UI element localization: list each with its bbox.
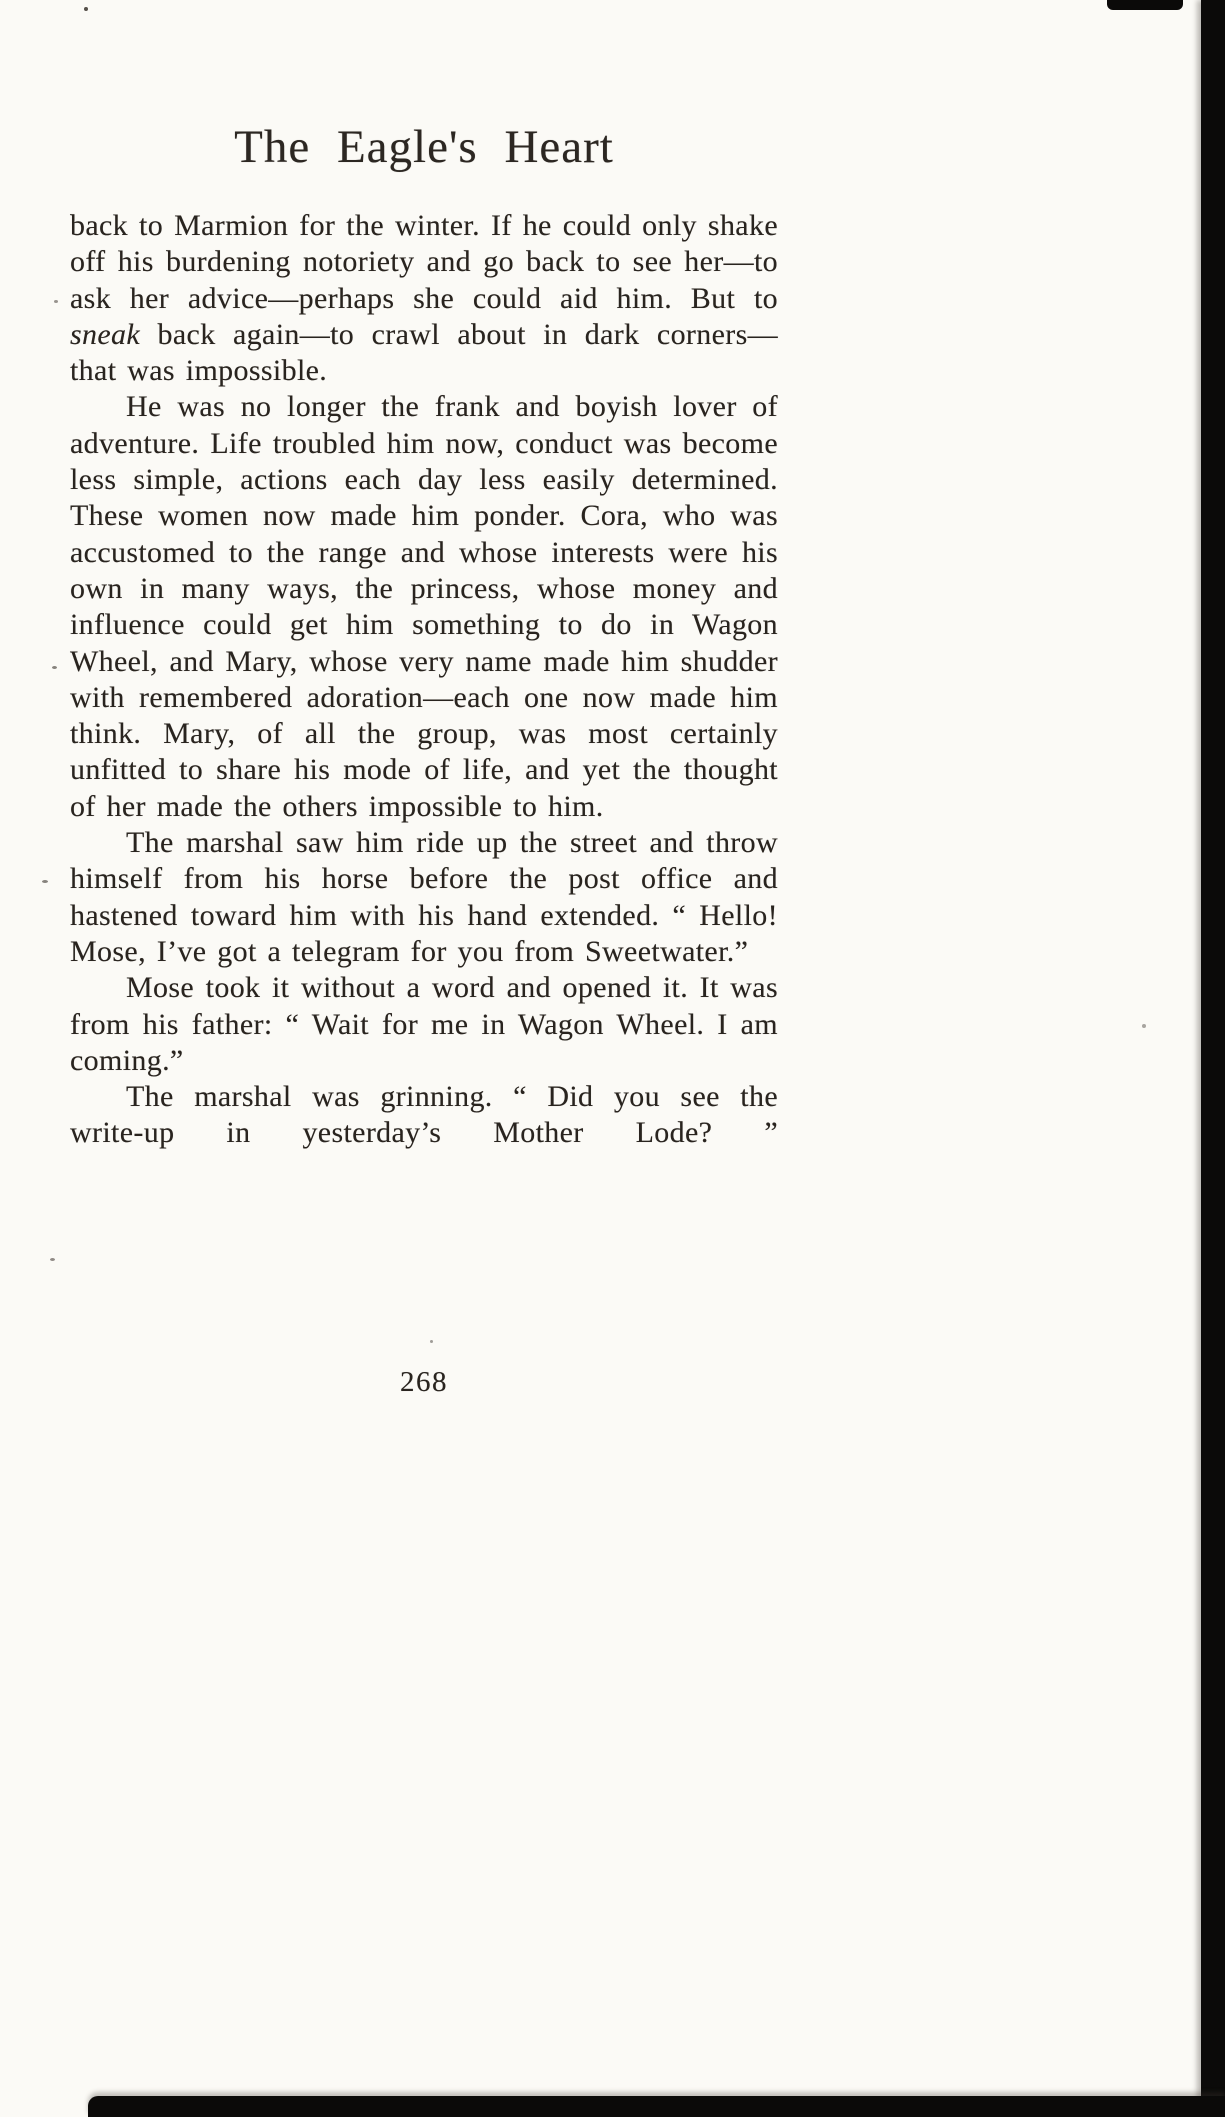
scan-speck <box>52 666 57 669</box>
page-title: The Eagle's Heart <box>234 121 614 173</box>
scan-edge-right <box>1201 0 1225 2117</box>
paragraph-1-text-continued: back again—to crawl about in dark corners—that was impossible. <box>70 317 778 388</box>
scan-speck <box>50 1258 55 1261</box>
paragraph-4-text: Mose took it without a word and opened it. It was from his father: “ Wait for me in Wagon Wheel. I am coming.” <box>70 971 778 1077</box>
scan-speck <box>42 880 48 883</box>
scan-speck <box>54 300 58 303</box>
body-text <box>70 208 778 1152</box>
paragraph-1-text: back to Marmion for the winter. If he could only shake off his burdening notoriety and go back to see her—to ask her advice—perhaps she could aid him. But to <box>70 209 778 315</box>
paragraph-3 <box>70 825 778 970</box>
paragraph-1 <box>70 208 778 389</box>
scan-mark-top-right <box>1107 0 1183 10</box>
scan-speck <box>1142 1024 1146 1028</box>
page-number: 268 <box>400 1366 448 1398</box>
paragraph-2-text: He was no longer the frank and boyish lover of adventure. Life troubled him now, conduct was become less simple, actions each day less easily determined. These women now made him ponder. Cora, who was accustomed to the range and whose interests were his own in many ways, the princess, whose money and influence could get him something to do in Wagon Wheel, and Mary, whose very name made him shudder with remembered adoration—each one now made him think. Mary, of all the group, was most certainly unfitted to share his mode of life, and yet the thought of her made the others impossible to him. <box>70 390 778 823</box>
paragraph-3-text: The marshal saw him ride up the street and throw himself from his horse before the post office and hastened toward him with his hand extended. “ Hello! Mose, I’ve got a telegram for you from Sweetwater.” <box>70 826 778 968</box>
scan-speck <box>430 1340 433 1343</box>
paragraph-5 <box>70 1079 778 1152</box>
paragraph-1-italic-word: sneak <box>70 317 141 351</box>
paragraph-4 <box>70 970 778 1079</box>
scan-edge-bottom <box>88 2096 1225 2117</box>
paragraph-2 <box>70 389 778 825</box>
scan-speck <box>84 7 88 11</box>
paragraph-5-text: The marshal was grinning. “ Did you see the write-up in yesterday’s Mother Lode? ” <box>70 1080 778 1150</box>
